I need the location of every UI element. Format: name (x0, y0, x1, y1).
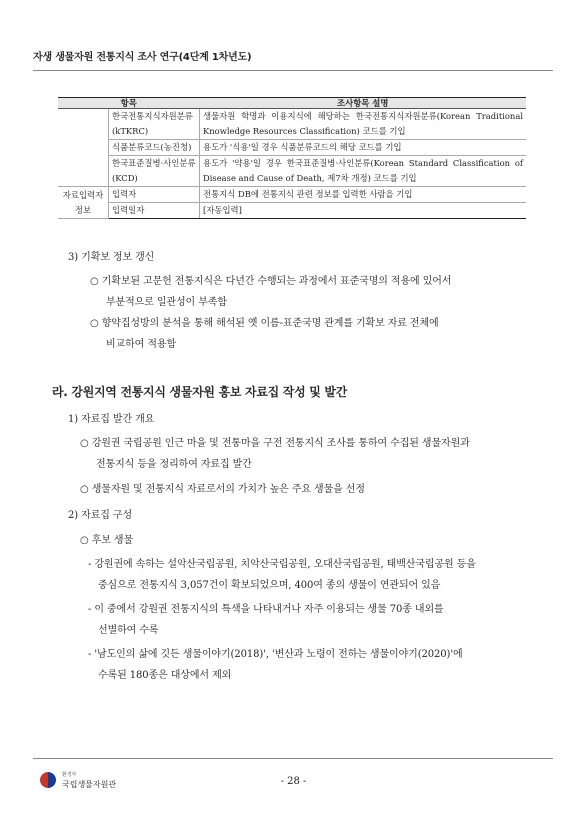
footer-rule (33, 758, 553, 759)
bullet-s1-1-cont: 전통지식 등을 정리하여 자료집 발간 (96, 459, 252, 470)
bullet-s2-1: ○ 후보 생물 (80, 535, 134, 546)
table-cell-category: 자료입력자 정보 (58, 187, 109, 219)
dash-1-cont: 중심으로 전통지식 3,057건이 확보되었으며, 400여 종의 생물이 연관되어 있음 (98, 580, 441, 591)
subheading-1: 1) 자료집 발간 개요 (68, 414, 155, 425)
table-cell-item: 입력일자 (109, 203, 200, 219)
bullet-1: ○ 기확보된 고문헌 전통지식은 다년간 수행되는 과정에서 표준국명의 적용에 있어서 (90, 276, 452, 287)
table-cell-item: 입력자 (109, 187, 200, 203)
dash-2: - 이 중에서 강원권 전통지식의 특색을 나타내거나 자주 이용되는 생물 70종 내외를 (88, 604, 444, 615)
table-cell-desc: 용도가 '식용'일 경우 식품분류코드의 해당 코드를 기입 (200, 140, 527, 156)
table-cell-item: 식품분류코드(농진청) (109, 140, 200, 156)
logo-ministry-text: 환경부 (62, 772, 77, 778)
running-header: 자생 생물자원 전통지식 조사 연구(4단계 1차년도) (33, 52, 252, 63)
col-header-item: 항목 (58, 98, 200, 109)
dash-3: - '남도인의 삶에 깃든 생물이야기(2018)', '변산과 노령이 전하는 생물이야기(2020)'에 (88, 649, 463, 660)
bullet-s1-1: ○ 강원권 국립공원 인근 마을 및 전통마을 구전 전통지식 조사를 통하여 수집된 생물자원과 (80, 438, 470, 449)
bullet-1-cont: 부분적으로 일관성이 부족함 (106, 297, 227, 308)
table-cell-desc: 생물자원 학명과 이용지식에 해당하는 한국전통지식자원분류(Korean Traditional Knowledge Resources Classification) 코드를 기입 (200, 109, 527, 140)
subheading-2: 2) 자료집 구성 (68, 510, 133, 521)
subheading-3: 3) 기확보 정보 갱신 (68, 252, 155, 263)
table-row (58, 203, 526, 219)
table-cell-category (58, 109, 109, 187)
table-header-row (58, 98, 526, 109)
survey-items-table (58, 97, 526, 219)
col-header-desc: 조사항목 설명 (200, 98, 527, 109)
section-heading: 라. 강원지역 전통지식 생물자원 홍보 자료집 작성 및 발간 (52, 385, 347, 399)
bullet-s1-2: ○ 생물자원 및 전통지식 자료로서의 가치가 높은 주요 생물을 선정 (80, 484, 365, 495)
logo-institute-text: 국립생물자원관 (62, 780, 117, 789)
bullet-2: ○ 향약집성방의 분석을 통해 해석된 옛 이름-표준국명 관계를 기확보 자료 전체에 (90, 318, 439, 329)
table-cell-item: 한국전통지식자원분류(kTKRC) (109, 109, 200, 140)
header-rule (33, 70, 553, 71)
page-number: - 28 - (280, 776, 307, 787)
table-row (58, 109, 526, 140)
bullet-2-cont: 비교하여 적용함 (106, 339, 176, 350)
table-row (58, 156, 526, 187)
table-cell-desc: 전통지식 DB에 전통지식 관련 정보를 입력한 사람을 기입 (200, 187, 527, 203)
table-cell-desc: [자동입력] (200, 203, 527, 219)
table-row (58, 187, 526, 203)
table-row (58, 140, 526, 156)
table-cell-desc: 용도가 '약용'일 경우 한국표준질병·사인분류(Korean Standard Classification of Disease and Cause of Death, 제7차 개정) 코드를 기입 (200, 156, 527, 187)
table-cell-item: 한국표준질병·사인분류(KCD) (109, 156, 200, 187)
dash-2-cont: 선별하여 수록 (98, 625, 159, 636)
dash-3-cont: 수록된 180종은 대상에서 제외 (98, 670, 232, 681)
dash-1: - 강원권에 속하는 설악산국립공원, 치악산국립공원, 오대산국립공원, 태백산국립공원 등을 (88, 559, 476, 570)
